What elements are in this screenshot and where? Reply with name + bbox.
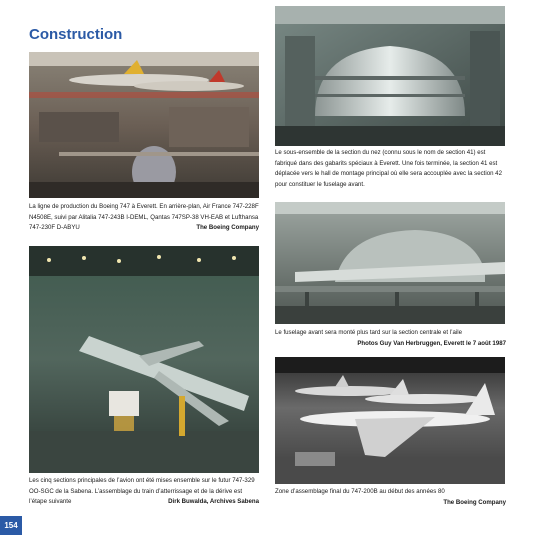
page-title: Construction: [29, 26, 123, 43]
page-number: 154: [0, 516, 22, 535]
caption-five-sections: Les cinq sections principales de l’avion ont été mises ensemble sur le futur 747-329 OO-SGC de la Sabena. L’assemblage du train d’atterrissage et de la dérive est l’étape suivante Dirk Buwalda, Archives Sabena: [29, 476, 259, 508]
caption-final-assembly: Zone d’assemblage final du 747-200B au début des années 80 The Boeing Company: [275, 487, 506, 508]
photo-nose-section: [275, 6, 505, 146]
photo-five-sections: [29, 246, 259, 473]
photo-final-assembly: [275, 357, 505, 484]
caption-nose-section: Le sous-ensemble de la section du nez (connu sous le nom de section 41) est fabriqué dans des gabarits spéciaux à Everett. Une fois terminée, la section 41 est déplacée vers le hall de montage principal où elle sera accouplée avec la section 42 pour constituer le fuselage avant.: [275, 149, 502, 188]
credit-forward-fuselage: Photos Guy Van Herbruggen, Everett le 7 août 1987: [357, 339, 506, 347]
photo-production-line: [29, 52, 259, 198]
credit-production-line: The Boeing Company: [196, 224, 259, 232]
caption-forward-fuselage: Le fuselage avant sera monté plus tard sur la section centrale et l’aile Photos Guy Van Herbruggen, Everett le 7 août 1987: [275, 328, 506, 349]
credit-final-assembly: The Boeing Company: [443, 498, 506, 506]
caption-production-line: La ligne de production du Boeing 747 à Everett. En arrière-plan, Air France 747-228F N4508E, suivi par Alitalia 747-243B I-DEML, Qantas 747SP-38 VH-EAB et Lufthansa 747-230F D-ABYU The Boeing Company: [29, 202, 259, 234]
credit-five-sections: Dirk Buwalda, Archives Sabena: [168, 498, 259, 506]
photo-forward-fuselage: [275, 202, 505, 324]
